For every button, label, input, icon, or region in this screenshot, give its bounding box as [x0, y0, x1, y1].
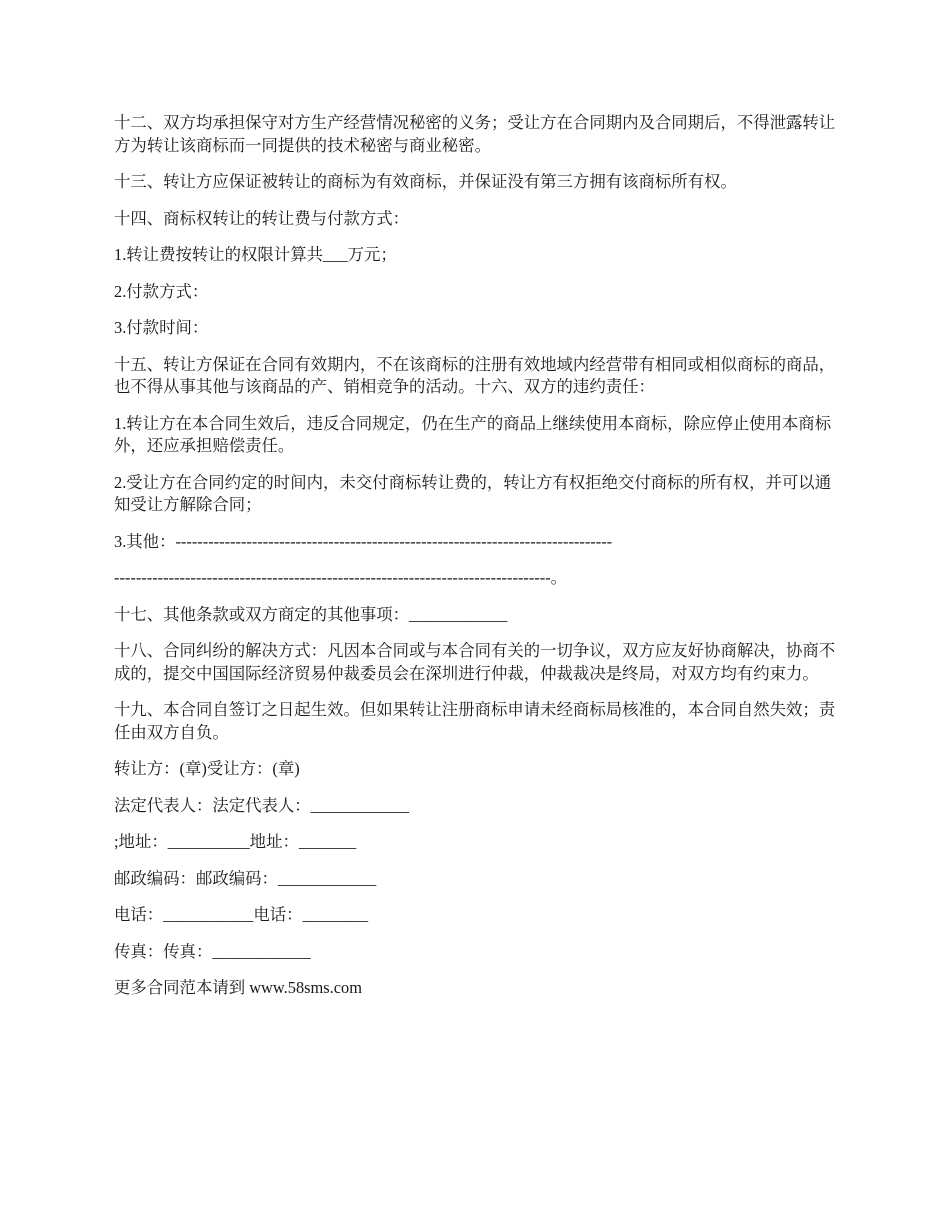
address: ;地址：__________地址：_______ [114, 832, 357, 851]
clause-19: 十九、本合同自签订之日起生效。但如果转让注册商标申请未经商标局核准的，本合同自然失效；责任由双方自负。 [114, 700, 836, 742]
clause-14-item-2: 2.付款方式： [114, 281, 209, 301]
postal-code: 邮政编码：邮政编码：____________ [114, 868, 377, 888]
signature-parties: 转让方：(章)受让方：(章) [114, 759, 300, 778]
clause-16-item-3-continued: --------------------------------------------------------------------------------。 [114, 568, 568, 587]
fax: 传真：传真：____________ [114, 941, 311, 961]
clause-14-item-3: 3.付款时间： [114, 318, 209, 337]
clause-16-item-2: 2.受让方在合同约定的时间内，未交付商标转让费的，转让方有权拒绝交付商标的所有权，并可以通知受让方解除合同； [114, 472, 832, 514]
legal-representative: 法定代表人：法定代表人：____________ [114, 795, 410, 815]
clause-18: 十八、合同纠纷的解决方式：凡因本合同或与本合同有关的一切争议，双方应友好协商解决，协商不成的，提交中国国际经济贸易仲裁委员会在深圳进行仲裁，仲裁裁决是终局，对双方均有约束力。 [114, 641, 836, 683]
clause-14: 十四、商标权转让的转让费与付款方式： [114, 208, 410, 228]
clause-17: 十七、其他条款或双方商定的其他事项：____________ [114, 604, 508, 624]
clause-16-item-1: 1.转让方在本合同生效后，违反合同规定，仍在生产的商品上继续使用本商标，除应停止使用本商标外，还应承担赔偿责任。 [114, 413, 832, 455]
footer-more-templates: 更多合同范本请到 www.58sms.com [114, 978, 362, 997]
clause-13: 十三、转让方应保证被转让的商标为有效商标，并保证没有第三方拥有该商标所有权。 [114, 172, 737, 191]
clause-12: 十二、双方均承担保守对方生产经营情况秘密的义务；受让方在合同期内及合同期后，不得泄露转让方为转让该商标而一同提供的技术秘密与商业秘密。 [114, 113, 836, 155]
contract-document [114, 112, 842, 1014]
clause-16-item-3: 3.其他：-------------------------------------------------------------------------------- [114, 531, 613, 551]
telephone: 电话：___________电话：________ [114, 905, 369, 924]
clause-14-item-1: 1.转让费按转让的权限计算共___万元； [114, 245, 397, 264]
clause-15-16: 十五、转让方保证在合同有效期内，不在该商标的注册有效地域内经营带有相同或相似商标的商品，也不得从事其他与该商品的产、销相竞争的活动。十六、双方的违约责任： [114, 354, 836, 396]
